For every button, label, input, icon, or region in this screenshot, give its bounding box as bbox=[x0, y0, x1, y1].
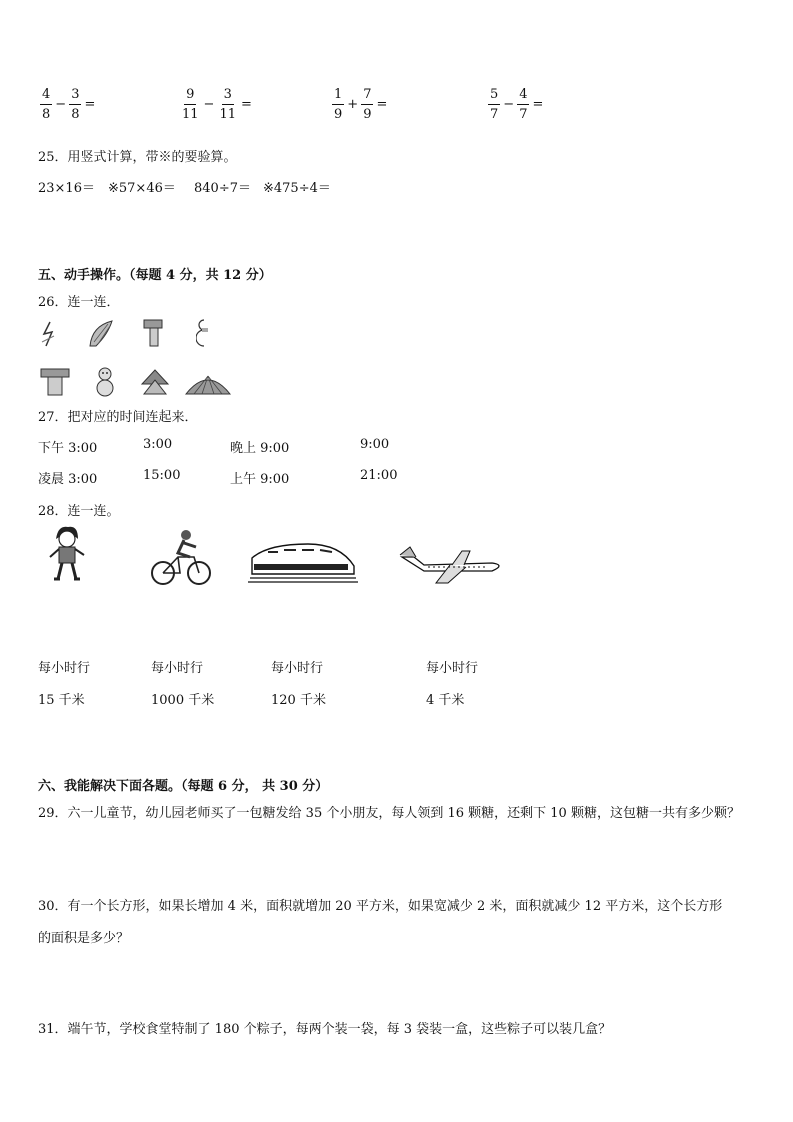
numerator: 4 bbox=[517, 88, 529, 105]
equals-sign: = bbox=[84, 97, 96, 112]
question-28-text: 28．连一连。 bbox=[38, 504, 120, 519]
question-27-text: 27．把对应的时间连起来． bbox=[38, 410, 198, 425]
operator: − bbox=[55, 97, 67, 112]
tent-front-icon bbox=[140, 368, 170, 396]
airplane-icon bbox=[396, 545, 508, 587]
denominator: 8 bbox=[42, 107, 51, 122]
numerator: 3 bbox=[69, 88, 81, 105]
time-cell: 下午 3:00 bbox=[38, 441, 98, 456]
time-cell: 上午 9:00 bbox=[230, 472, 290, 487]
equals-sign: = bbox=[376, 97, 388, 112]
time-cell: 15:00 bbox=[143, 468, 181, 483]
walking-child-icon bbox=[46, 523, 88, 583]
denominator: 11 bbox=[182, 107, 199, 122]
mushroom-side-icon bbox=[142, 318, 164, 348]
speed-value: 120 千米 bbox=[271, 693, 326, 708]
calc-item-3: 840÷7＝ bbox=[194, 181, 251, 196]
operator: − bbox=[503, 97, 515, 112]
denominator: 8 bbox=[71, 107, 80, 122]
fraction-expression-1 bbox=[40, 88, 98, 121]
time-cell: 晚上 9:00 bbox=[230, 441, 290, 456]
question-30-line-1: 30．有一个长方形，如果长增加 4 米，面积就增加 20 平方米，如果宽减少 2 米，面积就减少 12 平方米，这个长方形 bbox=[38, 899, 723, 914]
numerator: 7 bbox=[361, 88, 373, 105]
numerator: 9 bbox=[184, 88, 196, 105]
numerator: 5 bbox=[488, 88, 500, 105]
speed-value: 4 千米 bbox=[426, 693, 465, 708]
lightning-shadow-icon bbox=[40, 320, 58, 348]
umbrella-top-icon bbox=[184, 372, 232, 396]
speed-label: 每小时行 bbox=[271, 661, 324, 676]
denominator: 7 bbox=[519, 107, 528, 122]
denominator: 11 bbox=[219, 107, 236, 122]
calc-item-1: 23×16＝ bbox=[38, 181, 95, 196]
fraction-expression-4 bbox=[488, 88, 546, 121]
equals-sign: = bbox=[532, 97, 544, 112]
denominator: 9 bbox=[334, 107, 343, 122]
umbrella-side-icon bbox=[86, 318, 116, 348]
time-cell: 3:00 bbox=[143, 437, 173, 452]
speed-value: 15 千米 bbox=[38, 693, 85, 708]
snowman-front-icon bbox=[94, 366, 116, 398]
operator: + bbox=[347, 97, 359, 112]
time-cell: 9:00 bbox=[360, 437, 390, 452]
section-5-title: 五、动手操作。（每题 4 分，共 12 分） bbox=[38, 268, 272, 283]
fraction-expression-2 bbox=[180, 88, 255, 121]
question-30-line-2: 的面积是多少？ bbox=[38, 931, 130, 946]
numerator: 1 bbox=[332, 88, 344, 105]
question-26-text: 26．连一连． bbox=[38, 295, 120, 310]
numerator: 3 bbox=[222, 88, 234, 105]
denominator: 9 bbox=[363, 107, 372, 122]
question-25-text: 25．用竖式计算，带※的要验算。 bbox=[38, 150, 237, 165]
speed-label: 每小时行 bbox=[38, 661, 91, 676]
numerator: 4 bbox=[40, 88, 52, 105]
speed-label: 每小时行 bbox=[151, 661, 204, 676]
high-speed-train-icon bbox=[248, 540, 358, 584]
speed-label: 每小时行 bbox=[426, 661, 479, 676]
mushroom-front-icon bbox=[40, 367, 70, 397]
question-29-text: 29．六一儿童节，幼儿园老师买了一包糖发给 35 个小朋友，每人领到 16 颗糖，还剩下 10 颗糖，这包糖一共有多少颗？ bbox=[38, 806, 740, 821]
time-cell: 21:00 bbox=[360, 468, 398, 483]
section-6-title: 六、我能解决下面各题。（每题 6 分， 共 30 分） bbox=[38, 779, 329, 794]
denominator: 7 bbox=[490, 107, 499, 122]
time-cell: 凌晨 3:00 bbox=[38, 472, 98, 487]
cyclist-icon bbox=[150, 527, 212, 587]
snowman-side-icon bbox=[196, 318, 212, 350]
calc-item-4: ※475÷4＝ bbox=[263, 181, 331, 196]
operator: − bbox=[203, 97, 215, 112]
calc-item-2: ※57×46＝ bbox=[108, 181, 176, 196]
question-31-text: 31．端午节，学校食堂特制了 180 个粽子，每两个装一袋，每 3 袋装一盒，这些粽子可以装几盒？ bbox=[38, 1022, 612, 1037]
speed-value: 1000 千米 bbox=[151, 693, 215, 708]
fraction-expression-3 bbox=[332, 88, 390, 121]
equals-sign: = bbox=[241, 97, 252, 112]
